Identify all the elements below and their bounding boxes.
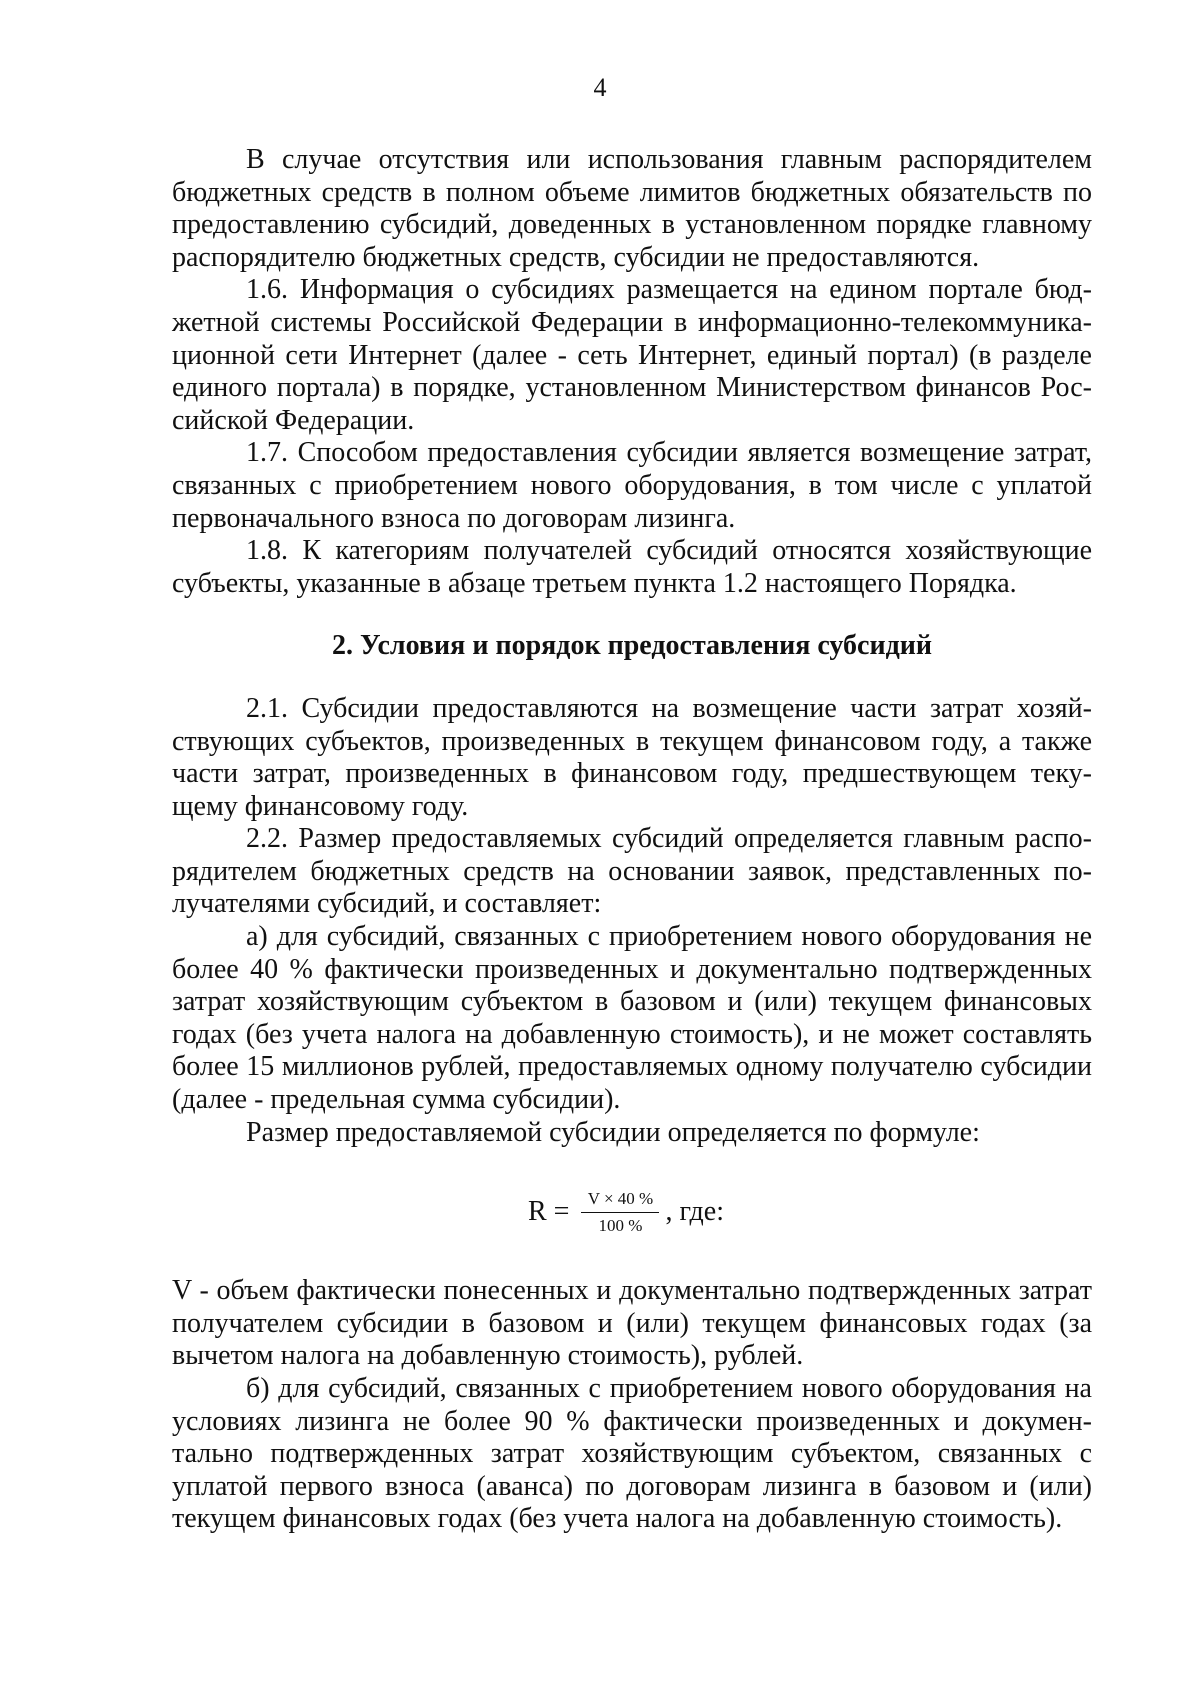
paragraph-2-2: 2.2. Размер предоставляемых субсидий определяется главным распорядителем бюджетных средств на основании заявок, представленных получателями субсидий, и составляет: (172, 823, 1092, 920)
formula (528, 1171, 724, 1253)
formula-tail: , где: (665, 1196, 725, 1228)
formula-lhs: R = (528, 1196, 570, 1228)
paragraph-formula-intro: Размер предоставляемой субсидии определяется по формуле: (246, 1116, 980, 1148)
paragraph-v-definition: V - объем фактически понесенных и документально подтвержденных затрат получателем субсидии в базовом и (или) текущем финансовых годах (за вычетом налога на добавленную стоимость), рублей. (172, 1275, 1092, 1372)
paragraph-2-1: 2.1. Субсидии предоставляются на возмещение части затрат хозяйствующих субъектов, произведенных в текущем финансовом году, а также части затрат, произведенных в финансовом году, предшествующем текущему финансовому году. (172, 692, 1092, 822)
paragraph-budget-limits: В случае отсутствия или использования главным распорядителем бюджетных средств в полном объеме лимитов бюджетных обязательств по предоставлению субсидий, доведенных в установленном порядке главному распорядителю бюджетных средств, субсидии не предоставляются. (172, 144, 1092, 273)
fraction-bar (581, 1212, 659, 1213)
formula-fraction (581, 1188, 659, 1237)
formula-denominator: 100 % (598, 1215, 643, 1235)
section-heading: 2. Условия и порядок предоставления субсидий (331, 630, 933, 662)
document-body (172, 144, 1092, 1536)
paragraph-1-6: 1.6. Информация о субсидиях размещается на едином портале бюджетной системы Российской Федерации в информационно-телекоммуникационной сети Интернет (далее - сеть Интернет, единый портал) (в разделе единого портала) в порядке, установленном Министерством финансов Российской Федерации. (172, 274, 1092, 436)
formula-numerator: V × 40 % (587, 1188, 654, 1208)
page-number: 4 (593, 73, 607, 102)
paragraph-2-2-a: а) для субсидий, связанных с приобретением нового оборудования не более 40 % фактически произведенных и документально подтвержденных затрат хозяйствующим субъектом в базовом и (или) текущем финансовых годах (без учета налога на добавленную стоимость), и не может составлять более 15 миллионов рублей, предоставляемых одному получателю субсидии (далее - предельная сумма субсидии). (172, 921, 1092, 1116)
paragraph-1-7: 1.7. Способом предоставления субсидии является возмещение затрат, связанных с приобретением нового оборудования, в том числе с уплатой первоначального взноса по договорам лизинга. (172, 437, 1092, 534)
paragraph-2-2-b: б) для субсидий, связанных с приобретением нового оборудования на условиях лизинга не более 90 % фактически произведенных и документально подтвержденных затрат хозяйствующим субъектом, связанных с уплатой первого взноса (аванса) по договорам лизинга в базовом и (или) текущем финансовых годах (без учета налога на добавленную стоимость). (172, 1373, 1092, 1535)
paragraph-1-8: 1.8. К категориям получателей субсидий относятся хозяйствующие субъекты, указанные в абзаце третьем пункта 1.2 настоящего Порядка. (172, 535, 1092, 599)
formula-block (172, 1171, 1092, 1253)
